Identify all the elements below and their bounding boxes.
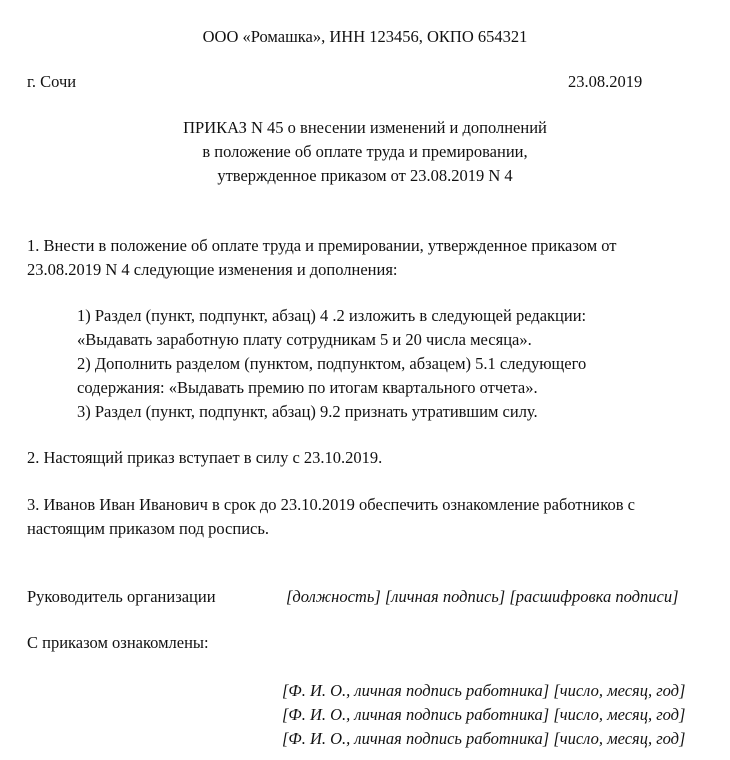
paragraph-line: 2. Настоящий приказ вступает в силу с 23.10.2019. (27, 448, 383, 467)
acquaint-label: С приказом ознакомлены: (27, 633, 209, 652)
subitem-line: 2) Дополнить разделом (пунктом, подпунктом, абзацем) 5.1 следующего (77, 354, 587, 373)
signature-placeholder: [должность] [личная подпись] [расшифровка подписи] (286, 587, 679, 606)
document-date: 23.08.2019 (568, 72, 643, 91)
subitem-line: содержания: «Выдавать премию по итогам квартального отчета». (77, 378, 538, 397)
org-header: ООО «Ромашка», ИНН 123456, ОКПО 654321 (202, 27, 528, 46)
subitem-line: «Выдавать заработную плату сотрудникам 5 и 20 числа месяца». (77, 330, 532, 349)
acquaint-line: [Ф. И. О., личная подпись работника] [число, месяц, год] (282, 681, 686, 700)
subitem-line: 3) Раздел (пункт, подпункт, абзац) 9.2 признать утратившим силу. (77, 402, 538, 421)
order-title-line: утвержденное приказом от 23.08.2019 N 4 (217, 166, 513, 185)
acquaint-line: [Ф. И. О., личная подпись работника] [число, месяц, год] (282, 729, 686, 748)
paragraph-line: 23.08.2019 N 4 следующие изменения и дополнения: (27, 260, 398, 279)
acquaint-line: [Ф. И. О., личная подпись работника] [число, месяц, год] (282, 705, 686, 724)
order-title-line: в положение об оплате труда и премировании, (202, 142, 528, 161)
subitem-line: 1) Раздел (пункт, подпункт, абзац) 4 .2 изложить в следующей редакции: (77, 306, 587, 325)
paragraph-line: настоящим приказом под роспись. (27, 519, 270, 538)
order-title-line: ПРИКАЗ N 45 о внесении изменений и дополнений (183, 118, 547, 137)
city: г. Сочи (27, 72, 77, 91)
paragraph-line: 1. Внести в положение об оплате труда и премировании, утвержденное приказом от (27, 236, 617, 255)
signature-label: Руководитель организации (27, 587, 216, 606)
paragraph-line: 3. Иванов Иван Иванович в срок до 23.10.2019 обеспечить ознакомление работников с (27, 495, 635, 514)
